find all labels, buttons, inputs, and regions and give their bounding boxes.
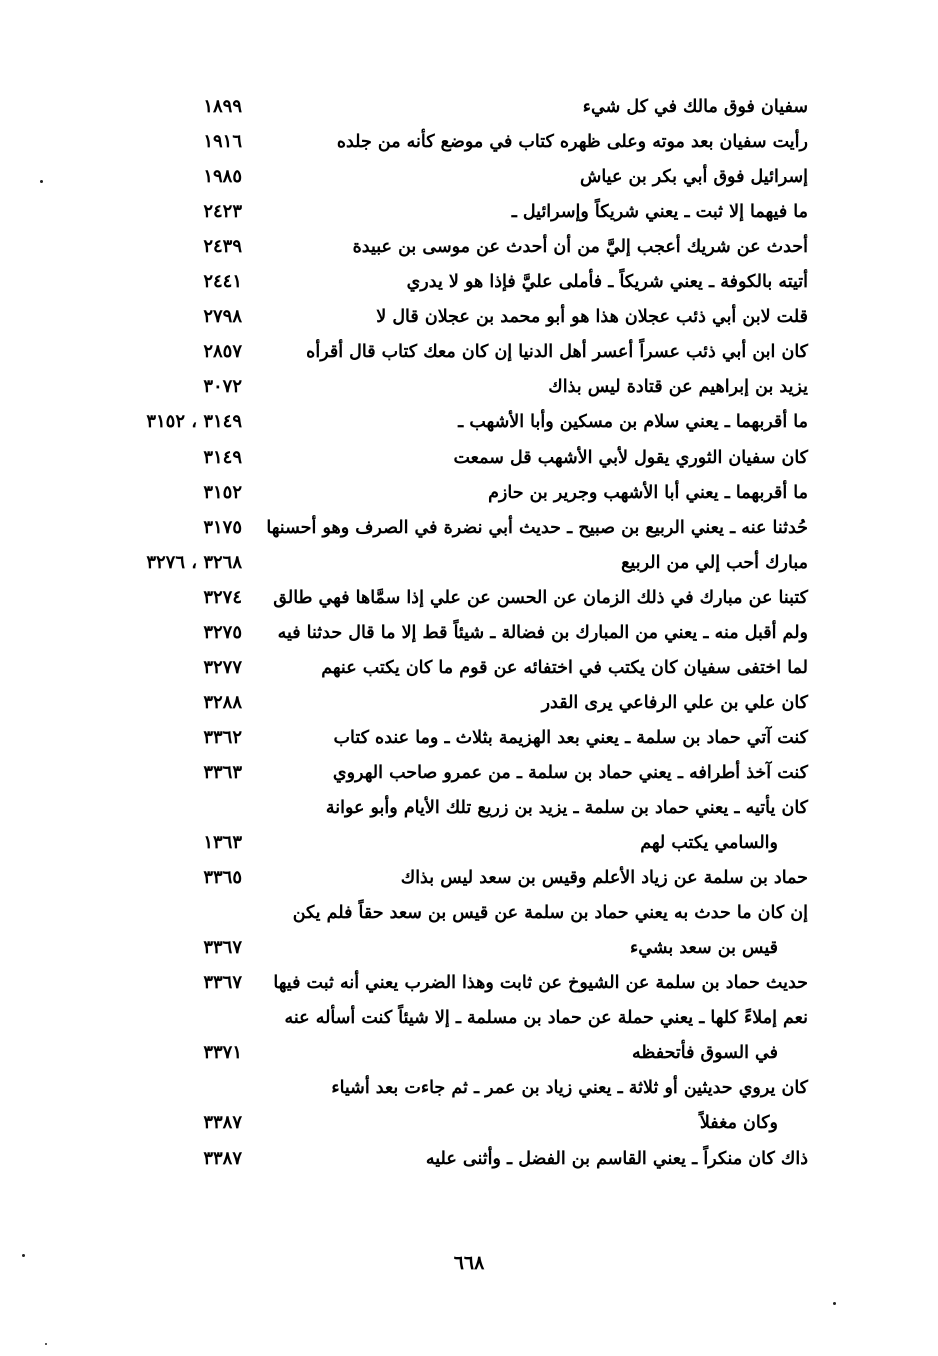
- scan-speck: [833, 1302, 836, 1305]
- entry-text: كان ابن أبي ذئب عسراً أعسر أهل الدنيا إن كان معك كتاب قال أقرأه: [306, 342, 808, 363]
- index-entry: [0, 1073, 938, 1103]
- entry-reference-number: ٣٣٧١: [203, 1042, 242, 1064]
- entry-text: كان يروي حديثين أو ثلاثة ـ يعني زياد بن عمر ـ ثم جاءت بعد أشياء: [331, 1078, 808, 1099]
- entry-text: أحدث عن شريك أعجب إليَّ من أن أحدث عن موسى بن عبيدة: [352, 237, 808, 258]
- entry-reference-number: ٣٢٨٨: [203, 691, 242, 713]
- index-entry: [0, 898, 938, 928]
- index-entry: [0, 1038, 938, 1068]
- entry-reference-number: ٣٣٦٣: [203, 761, 242, 783]
- entry-text: مبارك أحب إلي من الربيع: [621, 552, 808, 573]
- index-entry: [0, 933, 938, 963]
- entry-reference-number: ٣١٤٩: [203, 446, 242, 468]
- entry-text: كان علي بن علي الرفاعي يرى القدر: [541, 692, 808, 713]
- index-entry: [0, 478, 938, 508]
- index-entry: [0, 92, 938, 122]
- scan-speck: [22, 1254, 25, 1257]
- entry-reference-number: ١٣٦٣: [203, 832, 242, 854]
- entry-text: لما اختفى سفيان كان يكتب في اختفائه عن قوم ما كان يكتب عنهم: [321, 657, 808, 678]
- entry-text: ذاك كان منكراً ـ يعني القاسم بن الفضل ـ وأثنى عليه: [425, 1148, 808, 1169]
- index-entry: [0, 583, 938, 613]
- entry-text: إسرائيل فوق أبي بكر بن عياش: [579, 167, 808, 188]
- entry-reference-number: ٣٢٧٥: [203, 621, 242, 643]
- index-entry: [0, 1144, 938, 1174]
- entry-reference-number: ٢٧٩٨: [203, 306, 242, 328]
- index-entry: [0, 127, 938, 157]
- entry-reference-number: ٣٣٦٥: [203, 867, 242, 889]
- index-entry: [0, 513, 938, 543]
- index-entry: [0, 372, 938, 402]
- entry-text: حديث حماد بن سلمة عن الشيوخ عن ثابت وهذا الضرب يعني أنه ثبت فيها: [273, 973, 808, 994]
- index-entry: [0, 758, 938, 788]
- entry-reference-number: ٣٢٦٨ ، ٣٢٧٦: [146, 551, 242, 573]
- entry-reference-number: ٢٤٢٣: [203, 201, 242, 223]
- index-entry: [0, 197, 938, 227]
- entry-reference-number: ٢٨٥٧: [203, 341, 242, 363]
- entry-reference-number: ١٨٩٩: [203, 96, 242, 117]
- entry-reference-number: ٣١٧٥: [203, 516, 242, 538]
- index-entry: [0, 1003, 938, 1033]
- index-entry: [0, 653, 938, 683]
- index-entry: [0, 407, 938, 437]
- entry-reference-number: ٣٢٧٧: [203, 656, 242, 678]
- entry-text: كنت آتي حماد بن سلمة ـ يعني بعد الهزيمة بثلاث ـ وما عنده كتاب: [333, 727, 808, 748]
- entry-text: ولم أقبل منه ـ يعني من المبارك بن فضالة ـ شيئاً قط إلا ما قال حدثنا فيه: [277, 622, 808, 643]
- entry-text: كتبنا عن مبارك في ذلك الزمان عن الحسن عن علي إذا سمَّاها فهي طالق: [273, 587, 808, 608]
- entry-reference-number: ٢٤٤١: [203, 271, 242, 293]
- entry-text: حُدثنا عنه ـ يعني الربيع بن صبيح ـ حديث أبي نضرة في الصرف وهو أحسنها: [266, 517, 808, 538]
- entry-reference-number: ٣١٥٢: [203, 481, 242, 503]
- entry-reference-number: ٣١٤٩ ، ٣١٥٢: [146, 411, 242, 433]
- index-entry: [0, 337, 938, 367]
- index-entry: [0, 968, 938, 998]
- entry-text: نعم إملاءً كلها ـ يعني حملة عن حماد بن مسلمة ـ إلا شيئاً كنت أسأله عنه: [284, 1008, 808, 1029]
- entry-reference-number: ٣٣٨٧: [203, 1147, 242, 1169]
- entry-text: والسامي يكتب لهم: [640, 833, 778, 854]
- index-entry: [0, 548, 938, 578]
- index-entry: [0, 723, 938, 753]
- page-number: ٦٦٨: [453, 1252, 485, 1274]
- entry-text: ما أقربهما ـ يعني سلام بن مسكين وأبا الأشهب ـ: [458, 412, 808, 433]
- entry-reference-number: ١٩٨٥: [203, 166, 242, 188]
- entry-reference-number: ٣٣٦٧: [203, 972, 242, 994]
- entry-reference-number: ٣٣٦٢: [203, 726, 242, 748]
- index-entry: [0, 1108, 938, 1138]
- entry-reference-number: ٣٣٨٧: [203, 1112, 242, 1134]
- index-entry: [0, 443, 938, 473]
- entry-text: ما أقربهما ـ يعني أبا الأشهب وجرير بن حازم: [488, 482, 808, 503]
- entry-text: كنت آخذ أطرافه ـ يعني حماد بن سلمة ـ من عمرو صاحب الهروي: [332, 762, 808, 783]
- entry-reference-number: ٣٣٦٧: [203, 937, 242, 959]
- entry-text: رأيت سفيان بعد موته وعلى ظهره كتاب في موضع كأنه من جلده: [336, 132, 808, 153]
- entry-reference-number: ١٩١٦: [203, 131, 242, 153]
- entry-reference-number: ٣٢٧٤: [203, 586, 242, 608]
- entry-text: ما فيهما إلا ثبت ـ يعني شريكاً وإسرائيل ـ: [511, 202, 808, 223]
- index-entry: [0, 302, 938, 332]
- entry-text: كان سفيان الثوري يقول لأبي الأشهب قل سمعت: [453, 447, 808, 468]
- entry-text: إن كان ما حدث به يعني حماد بن سلمة عن قيس بن سعد حقاً فلم يكن: [292, 903, 808, 924]
- index-entry: [0, 232, 938, 262]
- entry-text: كان يأتيه ـ يعني حماد بن سلمة ـ يزيد بن زريع تلك الأيام وأبو عوانة: [325, 798, 808, 818]
- index-entry: [0, 618, 938, 648]
- scan-speck: [40, 180, 43, 183]
- entry-text: سفيان فوق مالك في كل شيء: [582, 97, 808, 117]
- entry-text: في السوق فأتحفظه: [631, 1043, 778, 1064]
- entry-reference-number: ٢٤٣٩: [203, 236, 242, 258]
- index-entry: [0, 793, 938, 823]
- index-entry: [0, 863, 938, 893]
- index-entry: [0, 162, 938, 192]
- index-entry: [0, 688, 938, 718]
- entry-text: حماد بن سلمة عن زياد الأعلم وقيس بن سعد ليس بذاك: [400, 868, 808, 889]
- entry-text: قيس بن سعد بشيء: [629, 938, 778, 959]
- entry-text: وكان مغفلاً: [699, 1113, 778, 1134]
- index-entry: [0, 267, 938, 297]
- entry-text: أتيته بالكوفة ـ يعني شريكاً ـ فأملى عليَّ فإذا هو لا يدري: [406, 272, 808, 293]
- index-entry: [0, 828, 938, 858]
- entry-text: يزيد بن إبراهيم عن قتادة ليس بذاك: [548, 377, 808, 398]
- entry-reference-number: ٣٠٧٢: [203, 376, 242, 398]
- scan-speck: [45, 1343, 47, 1345]
- entry-text: قلت لابن أبي ذئب عجلان هذا هو أبو محمد بن عجلان قال لا: [376, 307, 808, 328]
